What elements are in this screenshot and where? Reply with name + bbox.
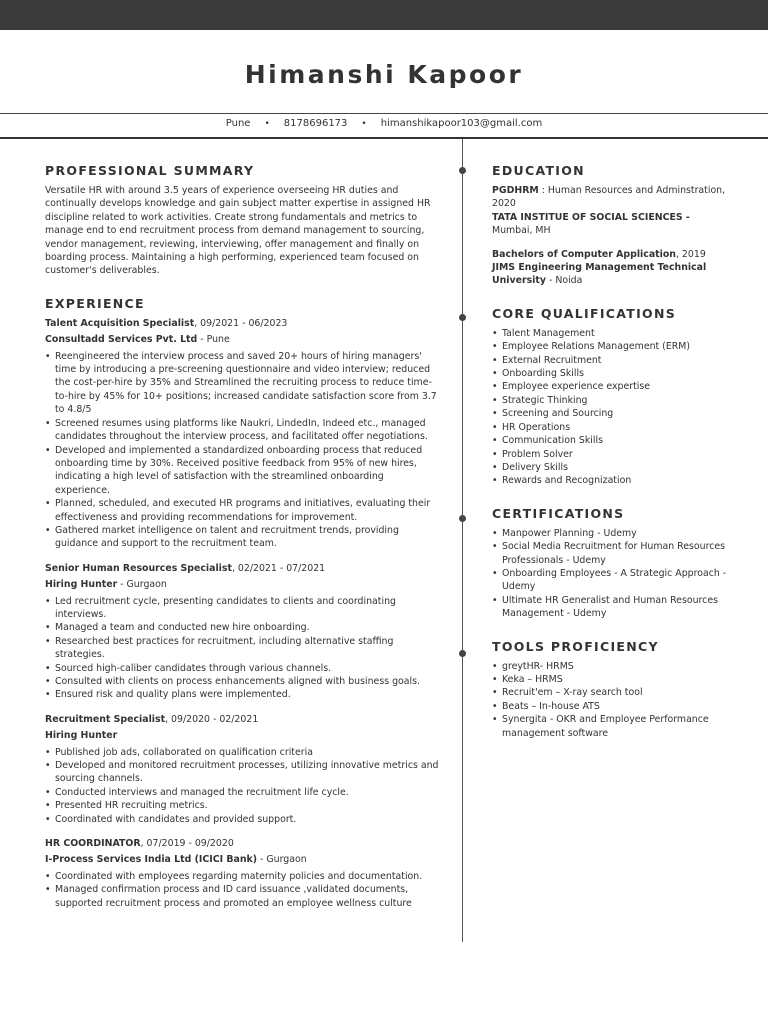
contact-separator: • <box>361 119 367 129</box>
qualification-item: • Employee Relations Management (ERM) <box>492 340 727 353</box>
company-line <box>45 729 440 742</box>
left-column <box>45 163 440 910</box>
job-role: Recruitment Specialist <box>45 713 166 725</box>
degree-detail: , 2019 <box>675 248 706 260</box>
company-name: Consultadd Services Pvt. Ltd <box>45 334 198 346</box>
company-location: - Pune <box>197 334 230 346</box>
degree: Bachelors of Computer Application <box>492 248 676 260</box>
contact-phone[interactable]: 8178696173 <box>283 118 348 129</box>
company-location: - Gurgaon <box>117 579 167 591</box>
qualifications-heading: CORE QUALIFICATIONS <box>492 305 677 321</box>
job-bullet: • Led recruitment cycle, presenting candidates to clients and coordinating interviews. <box>45 595 440 622</box>
job-bullets <box>45 746 440 826</box>
certifications-section <box>492 506 727 621</box>
divider-dot <box>459 167 466 174</box>
degree: PGDHRM <box>492 185 539 196</box>
qualification-item: • Communication Skills <box>492 434 727 447</box>
tools-section <box>492 639 727 740</box>
job-bullet: • Planned, scheduled, and executed HR programs and initiatives, evaluating their effectiveness and providing recommendations for improvement. <box>45 497 440 524</box>
right-column <box>492 163 727 758</box>
tool-item: • Recruit'em – X-ray search tool <box>492 686 727 699</box>
tools-heading: TOOLS PROFICIENCY <box>492 638 659 654</box>
tools-list <box>492 660 727 740</box>
company-location: - Gurgaon <box>257 854 307 866</box>
company-name: Hiring Hunter <box>45 730 118 742</box>
experience-heading: EXPERIENCE <box>45 295 145 311</box>
certification-item: • Manpower Planning - Udemy <box>492 527 727 540</box>
contact-city: Pune <box>225 118 251 129</box>
job-bullets <box>45 595 440 702</box>
job-list <box>45 317 440 910</box>
job-entry <box>45 837 440 910</box>
company-line <box>45 853 440 866</box>
column-divider <box>462 139 463 942</box>
tool-item: • Beats – In-house ATS <box>492 700 727 713</box>
job-bullet: • Reengineered the interview process and saved 20+ hours of hiring managers' time by introducing a pre-screening questionnaire and video interview; reduced the cost-per-hire by 35% and Streamlined the recruiting process to reduce time-to-hire by 45% for 10+ positions; increased candidate satisfaction score from 3.7 to 4.8/5 <box>45 350 440 417</box>
divider-dot <box>459 650 466 657</box>
certification-item: • Social Media Recruitment for Human Resources Professionals - Udemy <box>492 540 727 567</box>
job-bullet: • Published job ads, collaborated on qualification criteria <box>45 746 440 759</box>
job-dates: , 09/2021 - 06/2023 <box>194 317 288 329</box>
job-bullet: • Consulted with clients on process enhancements aligned with business goals. <box>45 675 440 688</box>
certification-item: • Ultimate HR Generalist and Human Resources Management - Udemy <box>492 594 727 621</box>
job-title-line <box>45 713 440 726</box>
job-bullet: • Conducted interviews and managed the recruitment life cycle. <box>45 786 440 799</box>
company-name: I-Process Services India Ltd (ICICI Bank) <box>45 854 258 866</box>
job-entry <box>45 317 440 551</box>
qualification-item: • Delivery Skills <box>492 461 727 474</box>
qualification-item: • Strategic Thinking <box>492 394 727 407</box>
job-title-line <box>45 837 440 850</box>
job-bullet: • Developed and monitored recruitment processes, utilizing innovative metrics and sourcing channels. <box>45 759 440 786</box>
tool-item: • Synergita - OKR and Employee Performance management software <box>492 713 727 740</box>
job-bullet: • Ensured risk and quality plans were implemented. <box>45 688 440 701</box>
job-role: Talent Acquisition Specialist <box>45 317 195 329</box>
degree-detail: : Human Resources and Adminstration, 2020 <box>492 185 726 210</box>
job-bullet: • Managed confirmation process and ID card issuance ,validated documents, supported recruitment process and promoted an employee wellness culture <box>45 883 440 910</box>
school-location: Mumbai, MH <box>492 225 551 237</box>
school: TATA INSTITUE OF SOCIAL SCIENCES - <box>492 211 690 223</box>
job-bullets <box>45 870 440 910</box>
job-bullet: • Coordinated with employees regarding maternity policies and documentation. <box>45 870 440 883</box>
contact-divider-bottom <box>0 137 768 139</box>
company-name: Hiring Hunter <box>45 579 118 591</box>
contact-info <box>0 118 768 129</box>
job-title-line <box>45 317 440 330</box>
company-line <box>45 578 440 591</box>
education-item <box>492 248 727 288</box>
qualifications-list <box>492 327 727 488</box>
education-heading: EDUCATION <box>492 163 585 178</box>
job-bullet: • Managed a team and conducted new hire onboarding. <box>45 621 440 634</box>
qualification-item: • Onboarding Skills <box>492 367 727 380</box>
job-bullets <box>45 350 440 551</box>
job-dates: , 09/2020 - 02/2021 <box>165 713 259 725</box>
certifications-heading: CERTIFICATIONS <box>492 505 625 521</box>
qualification-item: • Rewards and Recognization <box>492 474 727 487</box>
tool-item: • Keka – HRMS <box>492 673 727 686</box>
contact-email[interactable]: himanshikapoor103@gmail.com <box>380 118 543 129</box>
contact-divider-top <box>0 113 768 114</box>
top-banner <box>0 0 768 30</box>
job-bullet: • Developed and implemented a standardized onboarding process that reduced onboarding time by 30%. Received positive feedback from 95% of new hires, indicating a high level of satisfaction with the streamlined onboarding experience. <box>45 444 440 498</box>
divider-dot <box>459 314 466 321</box>
job-bullet: • Coordinated with candidates and provided support. <box>45 813 440 826</box>
job-bullet: • Presented HR recruiting metrics. <box>45 799 440 812</box>
summary-heading: PROFESSIONAL SUMMARY <box>45 163 255 178</box>
experience-section <box>45 296 440 910</box>
job-dates: , 02/2021 - 07/2021 <box>231 562 326 574</box>
job-bullet: • Screened resumes using platforms like Naukri, LindedIn, Indeed etc., managed candidates throughout the interview process, and facilitated offer negotiations. <box>45 417 440 444</box>
education-item <box>492 184 727 238</box>
school: JIMS Engineering Management Technical University <box>492 262 707 287</box>
job-bullet: • Gathered market intelligence on talent and recruitment trends, providing guidance and support to the recruitment team. <box>45 524 440 551</box>
job-role: HR COORDINATOR <box>45 838 141 850</box>
job-dates: , 07/2019 - 09/2020 <box>140 838 234 850</box>
qualification-item: • Employee experience expertise <box>492 380 727 393</box>
company-line <box>45 333 440 346</box>
job-entry <box>45 562 440 702</box>
qualifications-section <box>492 306 727 488</box>
candidate-name: Himanshi Kapoor <box>244 60 524 89</box>
qualification-item: • Screening and Sourcing <box>492 407 727 420</box>
summary-text: Versatile HR with around 3.5 years of experience overseeing HR duties and continually develops knowledge and gain subject matter expertise in assigned HR discipline related to work activities. Create strong fundamentals and metrics to manage end to end recruitment process from demand management to sourcing, vendor management, reviewing, interviewing, offer management and finally on boarding process. Maintaining a high performing, experienced team focused on customer's deliverables. <box>45 185 431 277</box>
tool-item: • greytHR- HRMS <box>492 660 727 673</box>
qualification-item: • Problem Solver <box>492 448 727 461</box>
divider-dot <box>459 515 466 522</box>
certifications-list <box>492 527 727 621</box>
certification-item: • Onboarding Employees - A Strategic Approach - Udemy <box>492 567 727 594</box>
job-title-line <box>45 562 440 575</box>
qualification-item: • Talent Management <box>492 327 727 340</box>
school-location: - Noida <box>545 275 583 287</box>
contact-separator: • <box>264 119 270 129</box>
job-entry <box>45 713 440 826</box>
qualification-item: • HR Operations <box>492 421 727 434</box>
job-bullet: • Sourced high-caliber candidates through various channels. <box>45 662 440 675</box>
job-role: Senior Human Resources Specialist <box>45 562 232 574</box>
education-section <box>492 163 727 288</box>
summary-section <box>45 163 440 278</box>
qualification-item: • External Recruitment <box>492 354 727 367</box>
job-bullet: • Researched best practices for recruitment, including alternative staffing strategies. <box>45 635 440 662</box>
